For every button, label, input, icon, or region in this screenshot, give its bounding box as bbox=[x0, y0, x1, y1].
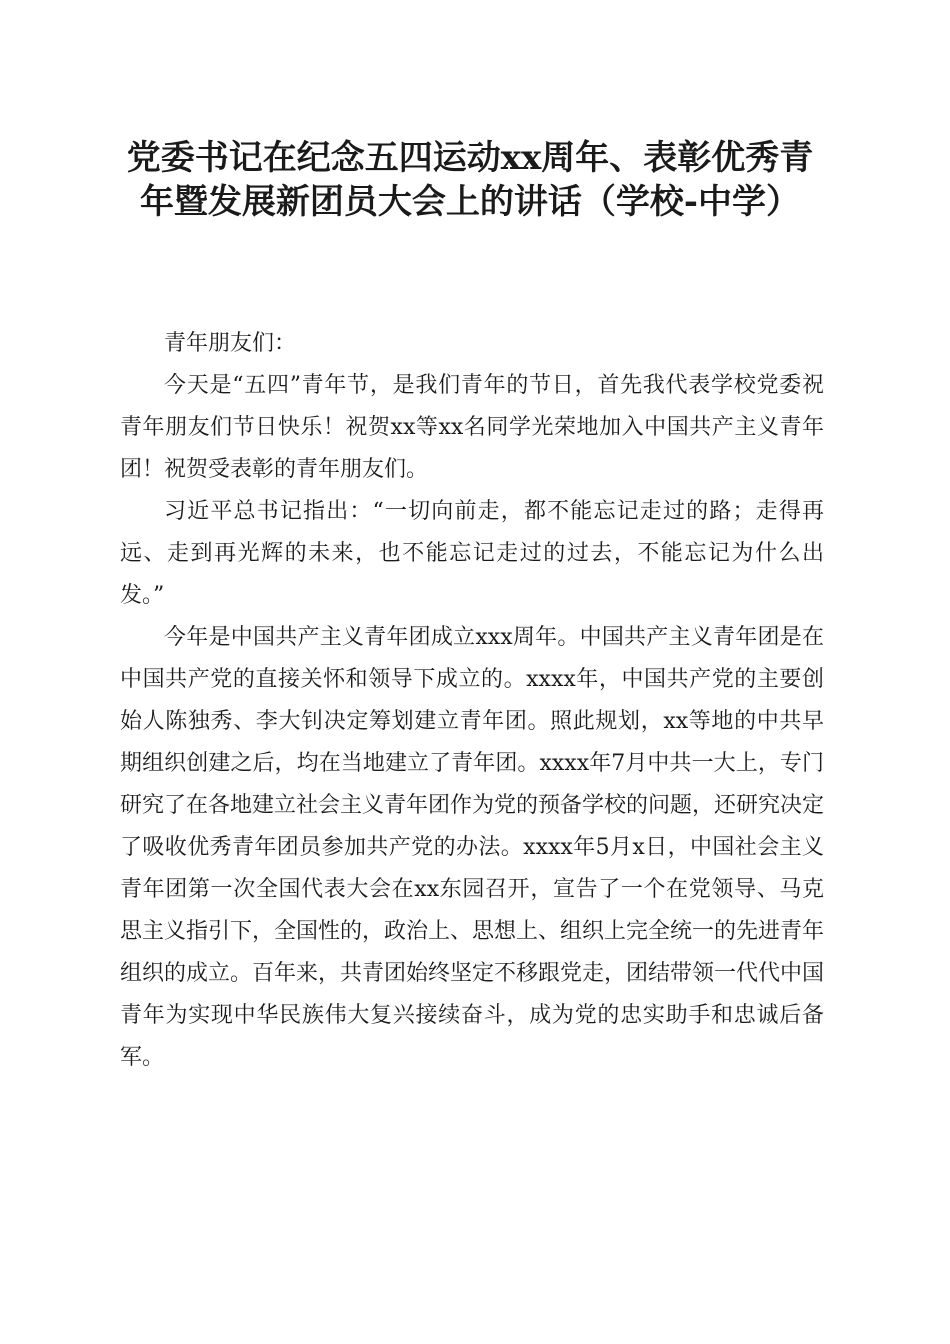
document-title: 党委书记在纪念五四运动xx周年、表彰优秀青年暨发展新团员大会上的讲话（学校-中学） bbox=[126, 138, 814, 222]
document-body bbox=[120, 323, 824, 1079]
body-paragraph: 今天是“五四”青年节，是我们青年的节日，首先我代表学校党委祝青年朋友们节日快乐！祝贺xx等xx名同学光荣地加入中国共产主义青年团！祝贺受表彰的青年朋友们。 bbox=[120, 373, 824, 482]
body-paragraph: 今年是中国共产主义青年团成立xxx周年。中国共产主义青年团是在中国共产党的直接关怀和领导下成立的。xxxx年，中国共产党的主要创始人陈独秀、李大钊决定筹划建立青年团。照此规划，xx等地的中共早期组织创建之后，均在当地建立了青年团。xxxx年7月中共一大上，专门研究了在各地建立社会主义青年团作为党的预备学校的问题，还研究决定了吸收优秀青年团员参加共产党的办法。xxxx年5月x日，中国社会主义青年团第一次全国代表大会在xx东园召开，宣告了一个在党领导、马克思主义指引下，全国性的，政治上、思想上、组织上完全统一的先进青年组织的成立。百年来，共青团始终坚定不移跟党走，团结带领一代代中国青年为实现中华民族伟大复兴接续奋斗，成为党的忠实助手和忠诚后备军。 bbox=[120, 625, 825, 1070]
quote-paragraph: 习近平总书记指出：“一切向前走，都不能忘记走过的路；走得再远、走到再光辉的未来，也不能忘记走过的过去，不能忘记为什么出发。” bbox=[120, 499, 824, 608]
salutation-paragraph: 青年朋友们： bbox=[164, 331, 297, 356]
